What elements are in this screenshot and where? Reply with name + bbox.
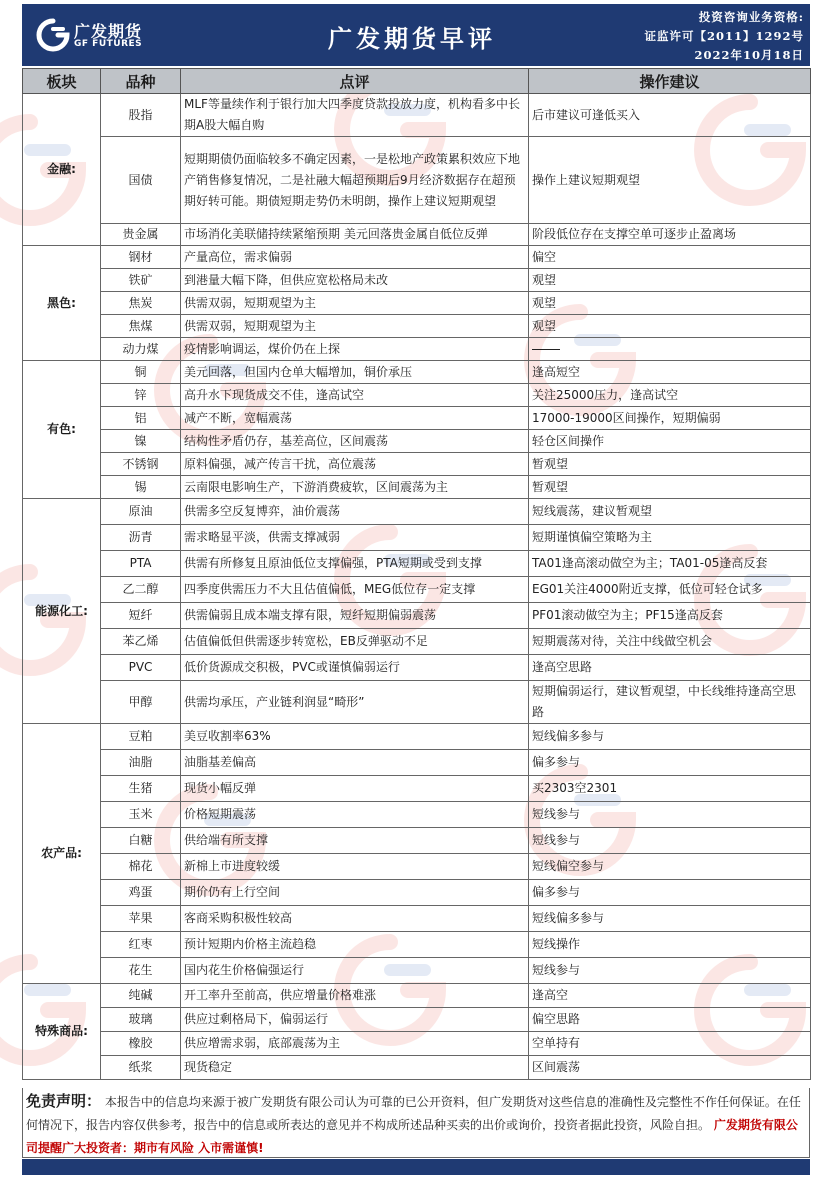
variety-cell: 焦炭 — [101, 292, 181, 315]
table-row — [23, 828, 811, 854]
disclaimer-colon: ： — [86, 1092, 102, 1110]
advice-cell: 偏空思路 — [529, 1008, 811, 1032]
advice-cell: 观望 — [529, 269, 811, 292]
table-row — [23, 1032, 811, 1056]
comment-cell: 产量高位，需求偏弱 — [181, 246, 529, 269]
comment-cell: 美元回落，但国内仓单大幅增加，铜价承压 — [181, 361, 529, 384]
column-header-sector: 板块 — [23, 69, 101, 94]
comment-cell: 客商采购积极性较高 — [181, 906, 529, 932]
table-row — [23, 384, 811, 407]
variety-cell: 铁矿 — [101, 269, 181, 292]
variety-cell: 贵金属 — [101, 224, 181, 246]
advice-cell: 偏多参与 — [529, 750, 811, 776]
advice-cell: 逢高空思路 — [529, 655, 811, 681]
comment-cell: 供给端有所支撑 — [181, 828, 529, 854]
report-header — [22, 4, 810, 66]
comment-cell: 供需均承压，产业链利润显“畸形” — [181, 681, 529, 724]
table-header-row — [23, 69, 811, 94]
table-row — [23, 430, 811, 453]
variety-cell: 乙二醇 — [101, 577, 181, 603]
advice-cell: 偏空 — [529, 246, 811, 269]
logo-text-en: GF FUTURES — [74, 39, 143, 49]
table-row — [23, 932, 811, 958]
comment-cell: 期价仍有上行空间 — [181, 880, 529, 906]
variety-cell: 动力煤 — [101, 338, 181, 361]
advice-cell: 短线参与 — [529, 802, 811, 828]
table-row — [23, 629, 811, 655]
disclaimer-label: 免责声明 — [26, 1092, 87, 1110]
advice-cell: 关注25000压力，逢高试空 — [529, 384, 811, 407]
comment-cell: 价格短期震荡 — [181, 802, 529, 828]
advice-cell: 短线偏多参与 — [529, 906, 811, 932]
disclaimer-block — [22, 1088, 810, 1158]
comment-cell: 国内花生价格偏强运行 — [181, 958, 529, 984]
logo-text-cn: 广发期货 — [74, 22, 143, 41]
comment-cell: 短期期债仍面临较多不确定因素，一是松地产政策累积效应下地产销售修复情况，二是社融大幅超预期后9月经济数据存在超预期好转可能。期债短期走势仍未明朗，操作上建议短期观望 — [181, 137, 529, 224]
variety-cell: 纸浆 — [101, 1056, 181, 1080]
comment-cell: 新棉上市进度较缓 — [181, 854, 529, 880]
comment-cell: 油脂基差偏高 — [181, 750, 529, 776]
comment-cell: 开工率升至前高，供应增量价格难涨 — [181, 984, 529, 1008]
variety-cell: 国债 — [101, 137, 181, 224]
sector-label-ferrous: 黑色: — [23, 246, 101, 361]
variety-cell: 甲醇 — [101, 681, 181, 724]
advice-cell: 暂观望 — [529, 476, 811, 499]
qualification-label: 投资咨询业务资格: — [698, 10, 804, 24]
comment-cell: 原料偏强，减产传言干扰，高位震荡 — [181, 453, 529, 476]
advice-cell: 短期震荡对待，关注中线做空机会 — [529, 629, 811, 655]
comment-cell: 市场消化美联储持续紧缩预期 美元回落贵金属自低位反弹 — [181, 224, 529, 246]
comment-cell: 供需多空反复博弈，油价震荡 — [181, 499, 529, 525]
variety-cell: 玉米 — [101, 802, 181, 828]
advice-cell: 逢高空 — [529, 984, 811, 1008]
comment-cell: 估值偏低但供需逐步转宽松，EB反弹驱动不足 — [181, 629, 529, 655]
variety-cell: PVC — [101, 655, 181, 681]
variety-cell: 油脂 — [101, 750, 181, 776]
advice-cell: PF01滚动做空为主；PF15逢高反套 — [529, 603, 811, 629]
advice-cell: 阶段低位存在支撑空单可逐步止盈离场 — [529, 224, 811, 246]
advice-cell: 暂观望 — [529, 453, 811, 476]
table-row — [23, 906, 811, 932]
variety-cell: 纯碱 — [101, 984, 181, 1008]
table-row — [23, 854, 811, 880]
table-row — [23, 1008, 811, 1032]
variety-cell: 铝 — [101, 407, 181, 430]
comment-cell: 供应增需求弱，底部震荡为主 — [181, 1032, 529, 1056]
sector-label-special: 特殊商品: — [23, 984, 101, 1080]
comment-cell: 结构性矛盾仍存，基差高位，区间震荡 — [181, 430, 529, 453]
comment-cell: 现货小幅反弹 — [181, 776, 529, 802]
variety-cell: 橡胶 — [101, 1032, 181, 1056]
table-row — [23, 453, 811, 476]
column-header-advice: 操作建议 — [529, 69, 811, 94]
gf-logo-icon — [36, 18, 70, 52]
variety-cell: 焦煤 — [101, 315, 181, 338]
comment-cell: 供需偏弱且成本端支撑有限，短纤短期偏弱震荡 — [181, 603, 529, 629]
comment-cell: 疫情影响调运，煤价仍在上探 — [181, 338, 529, 361]
advice-cell: 短线震荡，建议暂观望 — [529, 499, 811, 525]
variety-cell: 锌 — [101, 384, 181, 407]
table-row — [23, 1056, 811, 1080]
comment-cell: 四季度供需压力不大且估值偏低，MEG低位存一定支撑 — [181, 577, 529, 603]
sector-label-energy: 能源化工: — [23, 499, 101, 724]
commentary-table — [22, 68, 811, 1080]
variety-cell: 锡 — [101, 476, 181, 499]
table-row — [23, 551, 811, 577]
variety-cell: 铜 — [101, 361, 181, 384]
variety-cell: 钢材 — [101, 246, 181, 269]
qualification-block — [584, 8, 804, 65]
variety-cell: 白糖 — [101, 828, 181, 854]
table-row — [23, 338, 811, 361]
comment-cell: 现货稳定 — [181, 1056, 529, 1080]
advice-cell: 逢高短空 — [529, 361, 811, 384]
advice-cell: 短线偏空参与 — [529, 854, 811, 880]
variety-cell: 股指 — [101, 94, 181, 137]
comment-cell: 供需双弱，短期观望为主 — [181, 292, 529, 315]
advice-cell: 观望 — [529, 315, 811, 338]
variety-cell: 不锈钢 — [101, 453, 181, 476]
variety-cell: 原油 — [101, 499, 181, 525]
table-row — [23, 407, 811, 430]
table-row — [23, 361, 811, 384]
advice-cell: 短期谨慎偏空策略为主 — [529, 525, 811, 551]
table-row — [23, 724, 811, 750]
advice-cell: 操作上建议短期观望 — [529, 137, 811, 224]
table-row — [23, 94, 811, 137]
table-row — [23, 315, 811, 338]
table-row — [23, 958, 811, 984]
table-row — [23, 269, 811, 292]
advice-cell: 短期偏弱运行，建议暂观望，中长线维持逢高空思路 — [529, 681, 811, 724]
table-row — [23, 655, 811, 681]
variety-cell: 豆粕 — [101, 724, 181, 750]
comment-cell: 需求略显平淡，供需支撑减弱 — [181, 525, 529, 551]
license-number: 证监许可【2011】1292号 — [644, 29, 804, 43]
sector-label-nonferrous: 有色: — [23, 361, 101, 499]
table-row — [23, 137, 811, 224]
advice-cell: 观望 — [529, 292, 811, 315]
table-row — [23, 603, 811, 629]
comment-cell: 供需有所修复且原油低位支撑偏强，PTA短期或受到支撑 — [181, 551, 529, 577]
advice-cell: 短线偏多参与 — [529, 724, 811, 750]
comment-cell: MLF等量续作利于银行加大四季度贷款投放力度，机构看多中长期A股大幅自购 — [181, 94, 529, 137]
variety-cell: 镍 — [101, 430, 181, 453]
advice-cell: 短线参与 — [529, 828, 811, 854]
variety-cell: 沥青 — [101, 525, 181, 551]
comment-cell: 供需双弱，短期观望为主 — [181, 315, 529, 338]
table-row — [23, 499, 811, 525]
comment-cell: 高升水下现货成交不佳，逢高试空 — [181, 384, 529, 407]
sector-label-agri: 农产品: — [23, 724, 101, 984]
advice-cell — [529, 338, 811, 361]
variety-cell: 棉花 — [101, 854, 181, 880]
advice-cell: 短线参与 — [529, 958, 811, 984]
table-row — [23, 880, 811, 906]
dash-line — [532, 349, 560, 350]
advice-cell: 后市建议可逢低买入 — [529, 94, 811, 137]
table-row — [23, 246, 811, 269]
variety-cell: 生猪 — [101, 776, 181, 802]
page-title: 广发期货早评 — [328, 24, 496, 53]
comment-cell: 美豆收割率63% — [181, 724, 529, 750]
report-date: 2022年10月18日 — [694, 48, 804, 62]
variety-cell: PTA — [101, 551, 181, 577]
comment-cell: 预计短期内价格主流趋稳 — [181, 932, 529, 958]
variety-cell: 苹果 — [101, 906, 181, 932]
table-row — [23, 776, 811, 802]
advice-cell: 轻仓区间操作 — [529, 430, 811, 453]
table-row — [23, 224, 811, 246]
table-row — [23, 525, 811, 551]
table-row — [23, 750, 811, 776]
advice-cell: 空单持有 — [529, 1032, 811, 1056]
column-header-variety: 品种 — [101, 69, 181, 94]
variety-cell: 红枣 — [101, 932, 181, 958]
sector-label-finance: 金融: — [23, 94, 101, 246]
comment-cell: 供应过剩格局下，偏弱运行 — [181, 1008, 529, 1032]
table-row — [23, 802, 811, 828]
comment-cell: 到港量大幅下降，但供应宽松格局未改 — [181, 269, 529, 292]
variety-cell: 玻璃 — [101, 1008, 181, 1032]
variety-cell: 花生 — [101, 958, 181, 984]
table-row — [23, 292, 811, 315]
comment-cell: 减产不断，宽幅震荡 — [181, 407, 529, 430]
variety-cell: 苯乙烯 — [101, 629, 181, 655]
comment-cell: 低价货源成交积极，PVC或谨慎偏弱运行 — [181, 655, 529, 681]
variety-cell: 短纤 — [101, 603, 181, 629]
variety-cell: 鸡蛋 — [101, 880, 181, 906]
table-row — [23, 476, 811, 499]
advice-cell: 偏多参与 — [529, 880, 811, 906]
table-row — [23, 577, 811, 603]
advice-cell: 17000-19000区间操作，短期偏弱 — [529, 407, 811, 430]
disclaimer-text: 本报告中的信息均来源于被广发期货有限公司认为可靠的已公开资料，但广发期货对这些信息的准确性及完整性不作任何保证。在任何情况下，报告内容仅供参考，报告中的信息或所表达的意见并不构成所述品种买卖的出价或询价，投资者据此投资，风险自担。 — [26, 1095, 801, 1132]
table-row — [23, 681, 811, 724]
company-logo — [36, 18, 176, 54]
table-row — [23, 984, 811, 1008]
advice-cell: EG01关注4000附近支撑，低位可轻仓试多 — [529, 577, 811, 603]
advice-cell: TA01逢高滚动做空为主；TA01-05逢高反套 — [529, 551, 811, 577]
risk-warning: 广发期货有限公司提醒广大投资者：期市有风险 入市需谨慎! — [26, 1118, 798, 1155]
advice-cell: 短线操作 — [529, 932, 811, 958]
advice-cell: 买2303空2301 — [529, 776, 811, 802]
comment-cell: 云南限电影响生产，下游消费疲软，区间震荡为主 — [181, 476, 529, 499]
footer-bar — [22, 1159, 810, 1175]
column-header-comment: 点评 — [181, 69, 529, 94]
advice-cell: 区间震荡 — [529, 1056, 811, 1080]
